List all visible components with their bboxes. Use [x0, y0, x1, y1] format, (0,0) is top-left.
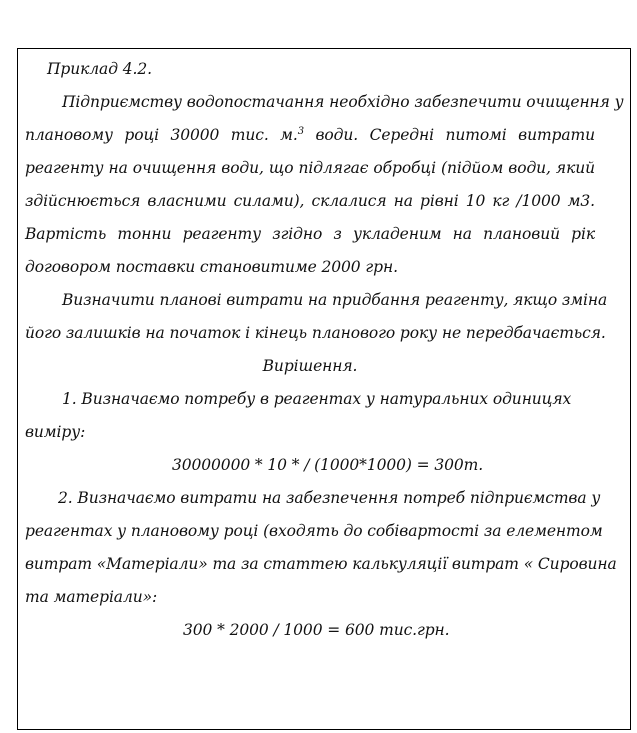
- formula-quantity: 30000000 * 10 * / (1000*1000) = 300т.: [172, 456, 484, 474]
- task-line-1: Визначити планові витрати на придбання реагенту, якщо зміна: [62, 291, 608, 309]
- step2-line-3: витрат «Матеріали» та за статтею калькуляції витрат « Сировина: [25, 555, 617, 573]
- problem-line-5: Вартість тонни реагенту згідно з укладеним на плановий рік: [25, 225, 595, 243]
- superscript-three: 3: [297, 125, 305, 137]
- task-line-2: його залишків на початок і кінець планового року не передбачається.: [25, 324, 606, 342]
- problem-line-3: реагенту на очищення води, що підлягає обробці (підйом води, який: [25, 159, 595, 177]
- solution-heading: Вирішення.: [262, 357, 358, 375]
- step1-line-1: 1. Визначаємо потребу в реагентах у натуральних одиницях: [62, 390, 572, 408]
- formula-cost: 300 * 2000 / 1000 = 600 тис.грн.: [183, 621, 450, 639]
- problem-line-2-a: плановому році 30000 тис. м.: [25, 126, 298, 144]
- document-body: [25, 53, 624, 647]
- problem-line-2-b: води. Середні питомі витрати: [315, 126, 595, 144]
- step2-line-1: 2. Визначаємо витрати на забезпечення потреб підприємства у: [58, 489, 601, 507]
- problem-line-2: [25, 119, 595, 152]
- step2-line-2: реагентах у плановому році (входять до собівартості за елементом: [25, 522, 603, 540]
- step1-line-2: виміру:: [25, 423, 86, 441]
- problem-line-4: здійснюється власними силами), склалися на рівні 10 кг /1000 м3.: [25, 192, 595, 210]
- step2-line-4: та матеріали»:: [25, 588, 158, 606]
- problem-line-6: договором поставки становитиме 2000 грн.: [25, 258, 398, 276]
- example-title: Приклад 4.2.: [47, 60, 152, 78]
- problem-line-1: Підприємству водопостачання необхідно забезпечити очищення у: [62, 93, 624, 111]
